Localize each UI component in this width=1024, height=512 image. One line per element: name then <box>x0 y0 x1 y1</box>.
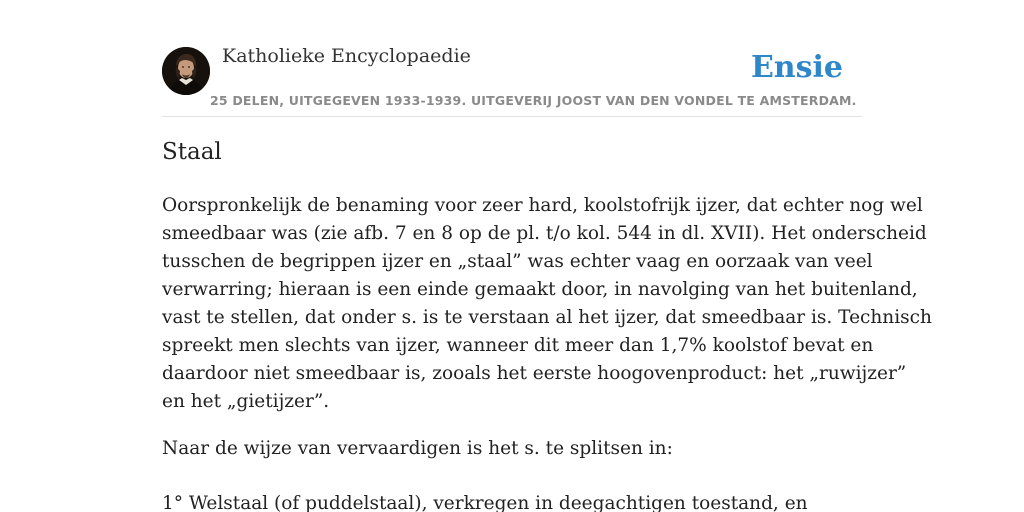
text-line: vast te stellen, dat onder s. is te verstaan al het ijzer, dat smeedbaar is. Technisch <box>162 307 932 328</box>
text-line: spreekt men slechts van ijzer, wanneer dit meer dan 1,7% koolstof bevat en <box>162 335 874 356</box>
entry-content <box>162 192 932 512</box>
book-subtitle: 25 DELEN, UITGEGEVEN 1933-1939. UITGEVERIJ JOOST VAN DEN VONDEL TE AMSTERDAM. <box>210 93 857 108</box>
paragraph <box>162 490 862 512</box>
header <box>162 0 862 117</box>
text-line: tusschen de begrippen ijzer en „staal” was echter vaag en oorzaak van veel <box>162 251 873 272</box>
text-line: 1° Welstaal (of puddelstaal), verkregen in deegachtigen toestand, en <box>162 493 808 512</box>
text-line: Naar de wijze van vervaardigen is het s. te splitsen in: <box>162 438 673 459</box>
text-line: verwarring; hieraan is een einde gemaakt door, in navolging van het buitenland, <box>162 279 918 300</box>
page <box>162 0 932 512</box>
text-line: Oorspronkelijk de benaming voor zeer hard, koolstofrijk ijzer, dat echter nog wel <box>162 195 923 216</box>
entry-title: Staal <box>162 139 222 165</box>
portrait-avatar-icon[interactable] <box>162 47 210 95</box>
book-title[interactable]: Katholieke Encyclopaedie <box>222 45 471 67</box>
ensie-logo[interactable]: Ensie <box>750 50 843 85</box>
text-line: smeedbaar was (zie afb. 7 en 8 op de pl. t/o kol. 544 in dl. XVII). Het onderscheid <box>162 223 927 244</box>
text-line: en het „gietijzer”. <box>162 391 330 412</box>
paragraph <box>162 435 862 463</box>
paragraph <box>162 192 932 416</box>
text-line: daardoor niet smeedbaar is, zooals het eerste hoogovenproduct: het „ruwijzer” <box>162 363 907 384</box>
